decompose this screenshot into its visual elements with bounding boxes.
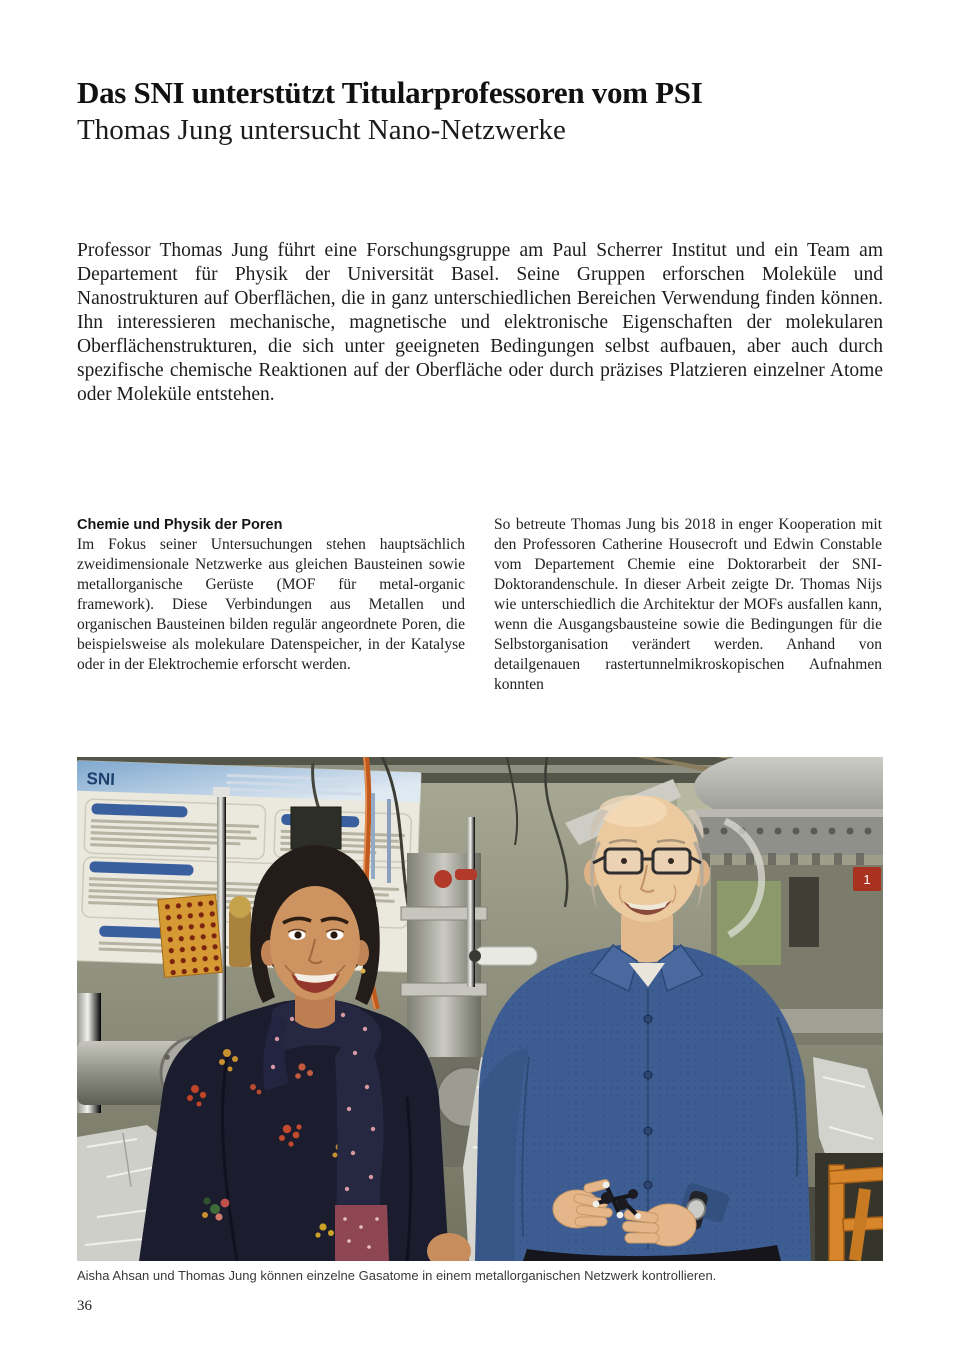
poster-sni-logo: SNI bbox=[86, 768, 116, 789]
earring bbox=[361, 969, 366, 974]
lab-photo-illustration bbox=[77, 757, 883, 1261]
svg-text:1: 1 bbox=[863, 872, 871, 887]
red-valve-knob bbox=[434, 870, 452, 888]
red-gauge-label bbox=[853, 867, 881, 891]
section-heading: Chemie und Physik der Poren bbox=[77, 517, 283, 533]
orange-frame bbox=[815, 1153, 883, 1261]
yellow-dotted-board bbox=[158, 895, 223, 978]
page-subtitle: Thomas Jung untersucht Nano-Netzwerke bbox=[77, 114, 566, 146]
column-right-text: So betreute Thomas Jung bis 2018 in enger Kooperation mit den Professoren Catherine Housecroft und Edwin Constable vom Departement Chemie eine Doktorarbeit der SNI-Doktorandenschule. In dieser Arbeit zeigte Dr. Thomas Nijs wie unterschiedlich die Architektur der MOFs ausfallen kann, wenn die Ausgangsbausteine sowie die Bedingungen für die Selbstorganisation verändert werden. Anhand von detailgenauen rastertunnelmikroskopischen Aufnahmen konnten bbox=[494, 516, 882, 693]
photo-caption: Aisha Ahsan und Thomas Jung können einzelne Gasatome in einem metallorganischen Netzwerk kontrollieren. bbox=[77, 1268, 717, 1283]
column-left bbox=[77, 515, 465, 695]
intro-paragraph: Professor Thomas Jung führt eine Forschungsgruppe am Paul Scherrer Institut und ein Team am Departement für Physik der Universität Basel. Seine Gruppen erforschen Moleküle und Nanostrukturen auf Oberflächen, die in ganz unterschiedlichen Bereichen Verwendung finden können. Ihn interessieren mechanische, magnetische und elektronische Eigenschaften der molekularen Oberflächenstrukturen, die sich unter geeigneten Bedingungen selbst aufbauen, aber auch durch spezifische chemische Reaktionen auf der Oberfläche oder durch präzises Platzieren einzelner Atome oder Moleküle entstehen. bbox=[77, 240, 883, 405]
lab-photo bbox=[77, 757, 883, 1284]
page-title: Das SNI unterstützt Titularprofessoren vom PSI bbox=[77, 75, 703, 110]
column-left-text: Im Fokus seiner Untersuchungen stehen hauptsächlich zweidimensionale Netzwerke aus gleichen Bausteinen sowie metallorganische Gerüste (MOF für metal-organic framework). Diese Verbindungen aus Metallen und organischen Bausteinen bilden regulär angeordnete Poren, die beispielsweise als molekulare Datenspeicher, in der Katalyse oder in der Elektrochemie erforscht werden. bbox=[77, 536, 465, 673]
two-column-section bbox=[77, 515, 883, 695]
page-number: 36 bbox=[77, 1298, 92, 1314]
column-right bbox=[494, 515, 882, 695]
